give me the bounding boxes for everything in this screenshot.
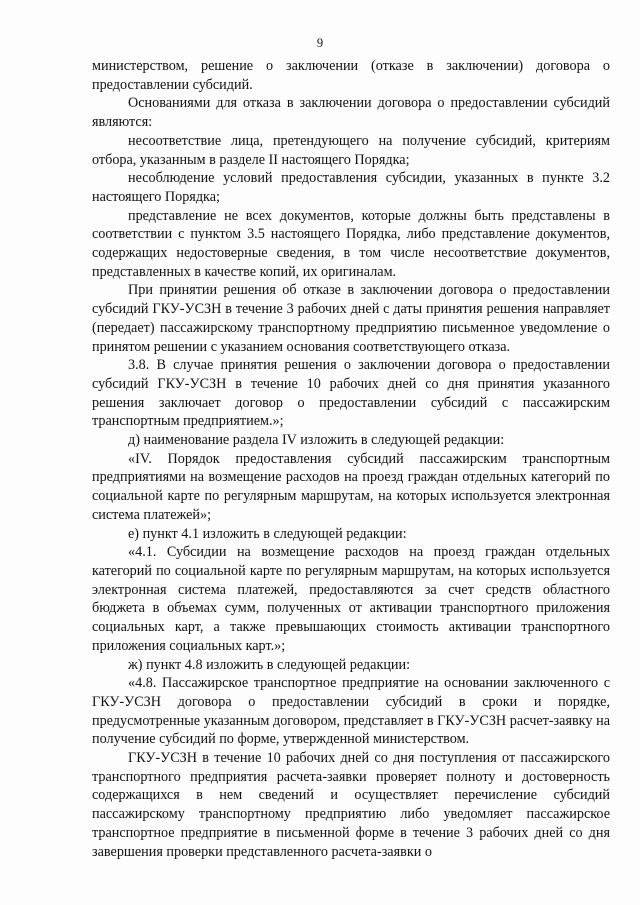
document-body [92, 57, 610, 861]
paragraph: «IV. Порядок предоставления субсидий пассажирским транспортным предприятиями на возмещение расходов на проезд граждан отдельных категорий по социальной карте по регулярным маршрутам, на которых используется электронная система платежей»; [92, 450, 610, 523]
paragraph: ГКУ-УСЗН в течение 10 рабочих дней со дня поступления от пассажирского транспортного предприятия расчета-заявки проверяет полноту и достоверность содержащихся в нем сведений и осуществляет перечисление субсидий пассажирскому транспортному предприятию либо уведомляет пассажирское транспортное предприятие в письменной форме в течение 3 рабочих дней со дня завершения проверки представленного расчета-заявки о [92, 750, 610, 860]
paragraph: е) пункт 4.1 изложить в следующей редакции: [128, 525, 407, 542]
paragraph: «4.8. Пассажирское транспортное предприятие на основании заключенного с ГКУ-УСЗН договора о предоставлении субсидий в сроки и порядке, предусмотренные указанным договором, представляет в ГКУ-УСЗН расчет-заявку на получение субсидий по форме, утвержденной министерством. [92, 675, 610, 748]
paragraph: несоблюдение условий предоставления субсидии, указанных в пункте 3.2 настоящего Порядка; [92, 170, 610, 205]
paragraph: «4.1. Субсидии на возмещение расходов на проезд граждан отдельных категорий по социальной карте по регулярным маршрутам, на которых используется электронная система платежей, предоставляются за счет средств областного бюджета в объемах сумм, полученных от активации транспортного приложения социальных карт, а также превышающих стоимость активации транспортного приложения социальных карт.»; [92, 544, 610, 654]
page-number: 9 [316, 36, 324, 50]
paragraph: ж) пункт 4.8 изложить в следующей редакции: [128, 656, 411, 673]
paragraph: 3.8. В случае принятия решения о заключении договора о предоставлении субсидий ГКУ-УСЗН в течение 10 рабочих дней со дня принятия указанного решения заключает договор о предоставлении субсидий с пассажирским транспортным предприятием.»; [92, 357, 610, 430]
paragraph: При принятии решения об отказе в заключении договора о предоставлении субсидий ГКУ-УСЗН в течение 3 рабочих дней с даты принятия решения направляет (передает) пассажирскому транспортному предприятию письменное уведомление о принятом решении с указанием основания соответствующего отказа. [92, 282, 610, 355]
paragraph: представление не всех документов, которые должны быть представлены в соответствии с пунктом 3.5 настоящего Порядка, либо представление документов, содержащих недостоверные сведения, в том числе несоответствие документов, представленных в качестве копий, их оригиналам. [92, 207, 610, 280]
paragraph: несоответствие лица, претендующего на получение субсидий, критериям отбора, указанным в разделе II настоящего Порядка; [92, 132, 610, 168]
paragraph: Основаниями для отказа в заключении договора о предоставлении субсидий являются: [92, 95, 610, 131]
paragraph: д) наименование раздела IV изложить в следующей редакции: [128, 432, 505, 449]
paragraph: министерством, решение о заключении (отказе в заключении) договора о предоставлении субсидий. [92, 58, 610, 93]
